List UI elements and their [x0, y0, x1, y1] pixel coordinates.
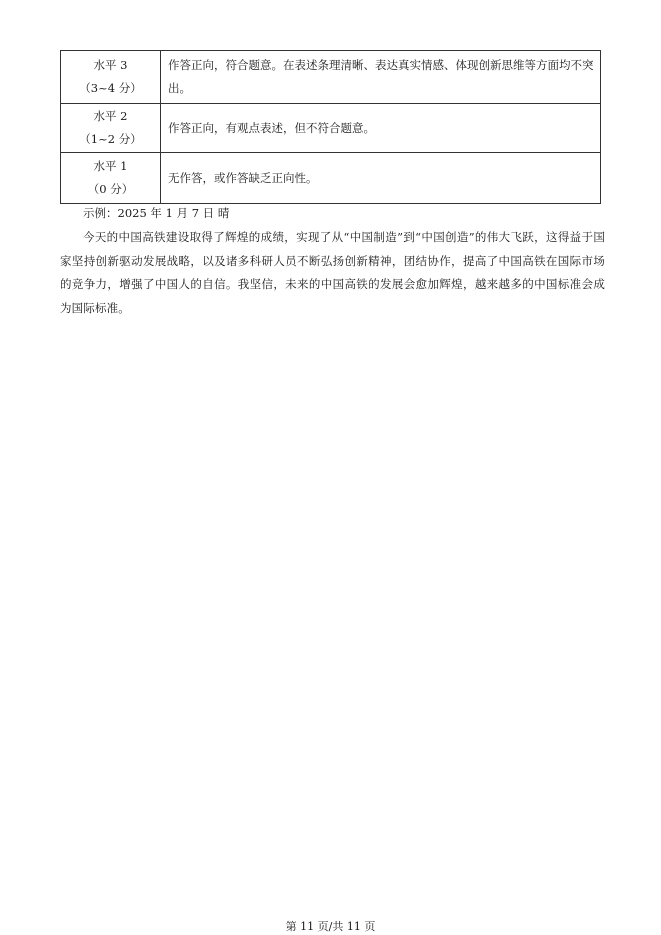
- scoring-rubric-table: [60, 50, 601, 204]
- level-description: 作答正向，有观点表述，但不符合题意。: [161, 104, 601, 153]
- level-cell: [61, 153, 161, 204]
- rubric-row-level-1: [61, 153, 601, 204]
- example-heading: 示例：2025 年 1 月 7 日 晴: [83, 206, 230, 220]
- level-cell: [61, 104, 161, 153]
- level-name: 水平 2: [93, 109, 128, 123]
- level-score: （3~4 分）: [79, 81, 142, 95]
- level-description: 作答正向，符合题意。在表述条理清晰、表达真实情感、体现创新思维等方面均不突出。: [161, 51, 601, 104]
- level-name: 水平 1: [93, 159, 128, 173]
- level-name: 水平 3: [93, 58, 128, 72]
- rubric-row-level-2: [61, 104, 601, 153]
- level-cell: [61, 51, 161, 104]
- level-description: 无作答，或作答缺乏正向性。: [161, 153, 601, 204]
- rubric-row-level-3: [61, 51, 601, 104]
- page-number-footer: 第 11 页/共 11 页: [285, 920, 376, 933]
- level-score: （0 分）: [87, 182, 134, 196]
- level-score: （1~2 分）: [79, 132, 142, 146]
- example-paragraph: 今天的中国高铁建设取得了辉煌的成绩，实现了从“中国制造”到“中国创造”的伟大飞跃，这得益于国家坚持创新驱动发展战略，以及诸多科研人员不断弘扬创新精神，团结协作，提高了中国高铁在国际市场的竞争力，增强了中国人的自信。我坚信，未来的中国高铁的发展会愈加辉煌，越来越多的中国标准会成为国际标准。: [60, 230, 605, 315]
